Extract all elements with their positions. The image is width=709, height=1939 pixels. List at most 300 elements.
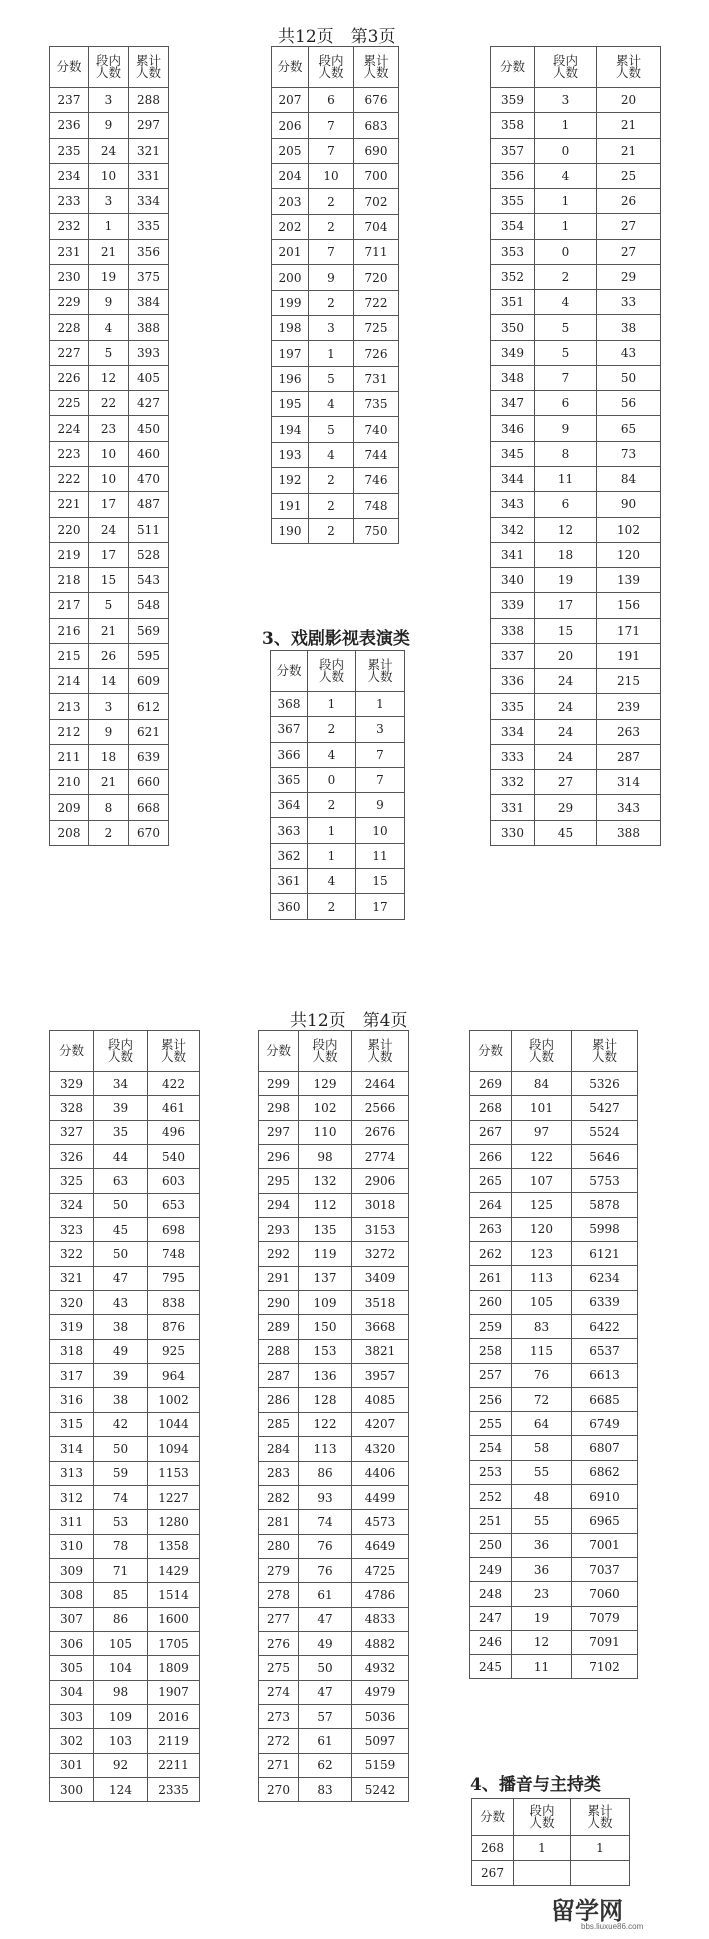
cell-cumulative-count: 744 xyxy=(354,442,399,467)
cell-score: 337 xyxy=(491,643,535,668)
cell-score: 317 xyxy=(50,1364,94,1388)
cell-segment-count: 50 xyxy=(94,1193,148,1217)
cell-cumulative-count: 735 xyxy=(354,392,399,417)
cell-segment-count: 85 xyxy=(94,1583,148,1607)
cell-cumulative-count: 9 xyxy=(356,793,405,818)
table-row xyxy=(271,767,405,792)
cell-score: 358 xyxy=(491,113,535,138)
cell-score: 228 xyxy=(50,315,89,340)
cell-score: 362 xyxy=(271,843,308,868)
cell-cumulative-count: 683 xyxy=(354,113,399,138)
cell-score: 216 xyxy=(50,618,89,643)
table-row xyxy=(259,1096,409,1120)
cell-segment-count: 83 xyxy=(512,1314,572,1338)
table-row xyxy=(259,1777,409,1801)
table-row xyxy=(259,1120,409,1144)
table-row xyxy=(491,163,661,188)
table-row xyxy=(259,1388,409,1412)
header-cumulative-count: 累计 人数 xyxy=(129,47,169,88)
cell-cumulative-count: 740 xyxy=(354,417,399,442)
table-row xyxy=(50,264,169,289)
cell-score: 265 xyxy=(470,1169,512,1193)
header-score: 分数 xyxy=(470,1031,512,1072)
cell-cumulative-count: 2906 xyxy=(352,1169,409,1193)
cell-cumulative-count: 1809 xyxy=(148,1656,200,1680)
cell-segment-count: 39 xyxy=(94,1364,148,1388)
cell-segment-count: 123 xyxy=(512,1242,572,1266)
table-row xyxy=(491,189,661,214)
cell-score: 232 xyxy=(50,214,89,239)
cell-segment-count: 17 xyxy=(89,492,129,517)
cell-segment-count: 74 xyxy=(299,1510,352,1534)
cell-score: 356 xyxy=(491,163,535,188)
cell-score: 267 xyxy=(472,1861,514,1886)
cell-cumulative-count: 750 xyxy=(354,518,399,543)
table-row xyxy=(470,1120,638,1144)
cell-segment-count: 50 xyxy=(299,1656,352,1680)
cell-cumulative-count: 6339 xyxy=(572,1290,638,1314)
cell-cumulative-count: 461 xyxy=(148,1096,200,1120)
table-row xyxy=(271,869,405,894)
cell-segment-count: 11 xyxy=(535,466,597,491)
cell-cumulative-count: 2774 xyxy=(352,1145,409,1169)
cell-segment-count: 45 xyxy=(94,1218,148,1242)
cell-segment-count: 119 xyxy=(299,1242,352,1266)
cell-segment-count: 115 xyxy=(512,1339,572,1363)
cell-score: 320 xyxy=(50,1291,94,1315)
cell-segment-count: 9 xyxy=(89,719,129,744)
cell-score: 275 xyxy=(259,1656,299,1680)
table-row xyxy=(491,618,661,643)
cell-score: 329 xyxy=(50,1072,94,1096)
cell-score: 282 xyxy=(259,1485,299,1509)
table-row xyxy=(259,1193,409,1217)
table-row xyxy=(491,391,661,416)
cell-score: 309 xyxy=(50,1558,94,1582)
cell-cumulative-count: 795 xyxy=(148,1266,200,1290)
table-row xyxy=(470,1557,638,1581)
cell-segment-count: 22 xyxy=(89,391,129,416)
cell-score: 350 xyxy=(491,315,535,340)
cell-cumulative-count: 5524 xyxy=(572,1120,638,1144)
table-row xyxy=(272,341,399,366)
table-row xyxy=(50,618,169,643)
cell-segment-count: 76 xyxy=(512,1363,572,1387)
svg-text:bbs.liuxue86.com: bbs.liuxue86.com xyxy=(581,1922,644,1931)
table-row xyxy=(50,593,169,618)
cell-score: 248 xyxy=(470,1582,512,1606)
table-header-row xyxy=(50,1031,200,1072)
cell-segment-count: 4 xyxy=(89,315,129,340)
cell-segment-count: 7 xyxy=(309,240,354,265)
table-row xyxy=(271,793,405,818)
cell-segment-count: 76 xyxy=(299,1558,352,1582)
cell-cumulative-count: 405 xyxy=(129,365,169,390)
cell-segment-count: 86 xyxy=(299,1461,352,1485)
table-row xyxy=(271,843,405,868)
cell-score: 311 xyxy=(50,1510,94,1534)
cell-score: 231 xyxy=(50,239,89,264)
table-row xyxy=(470,1485,638,1509)
cell-cumulative-count: 263 xyxy=(597,719,661,744)
cell-score: 340 xyxy=(491,568,535,593)
cell-segment-count: 103 xyxy=(94,1729,148,1753)
cell-score: 349 xyxy=(491,340,535,365)
table-row xyxy=(259,1558,409,1582)
table-row xyxy=(50,391,169,416)
cell-cumulative-count: 33 xyxy=(597,290,661,315)
table-row xyxy=(491,88,661,113)
cell-score: 207 xyxy=(272,88,309,113)
cell-score: 210 xyxy=(50,770,89,795)
cell-cumulative-count: 239 xyxy=(597,694,661,719)
cell-score: 304 xyxy=(50,1680,94,1704)
cell-score: 293 xyxy=(259,1218,299,1242)
table-row xyxy=(50,1729,200,1753)
cell-cumulative-count: 5159 xyxy=(352,1753,409,1777)
cell-segment-count: 9 xyxy=(89,290,129,315)
table-row xyxy=(259,1607,409,1631)
cell-segment-count: 19 xyxy=(89,264,129,289)
cell-score: 353 xyxy=(491,239,535,264)
cell-segment-count: 24 xyxy=(535,719,597,744)
table-row xyxy=(470,1387,638,1411)
cell-score: 299 xyxy=(259,1072,299,1096)
table-row xyxy=(272,518,399,543)
cell-cumulative-count: 4649 xyxy=(352,1534,409,1558)
cell-cumulative-count: 621 xyxy=(129,719,169,744)
cell-cumulative-count: 120 xyxy=(597,542,661,567)
table-row xyxy=(50,340,169,365)
table-header-row xyxy=(50,47,169,88)
cell-segment-count: 2 xyxy=(89,820,129,845)
cell-segment-count: 1 xyxy=(535,189,597,214)
cell-score: 315 xyxy=(50,1412,94,1436)
cell-cumulative-count: 90 xyxy=(597,492,661,517)
cell-cumulative-count: 288 xyxy=(129,88,169,113)
cell-cumulative-count: 5998 xyxy=(572,1217,638,1241)
cell-score: 219 xyxy=(50,542,89,567)
table-row xyxy=(50,1680,200,1704)
cell-cumulative-count: 6537 xyxy=(572,1339,638,1363)
cell-cumulative-count: 639 xyxy=(129,744,169,769)
header-cumulative-count: 累计 人数 xyxy=(571,1799,630,1836)
p4-table-b xyxy=(258,1030,409,1802)
header-cumulative-count: 累计 人数 xyxy=(352,1031,409,1072)
cell-score: 237 xyxy=(50,88,89,113)
cell-segment-count: 4 xyxy=(309,442,354,467)
cell-score: 220 xyxy=(50,517,89,542)
cell-score: 348 xyxy=(491,365,535,390)
cell-score: 274 xyxy=(259,1680,299,1704)
cell-cumulative-count: 670 xyxy=(129,820,169,845)
table-row xyxy=(470,1533,638,1557)
cell-cumulative-count: 4882 xyxy=(352,1631,409,1655)
cell-segment-count: 8 xyxy=(89,795,129,820)
table-header-row xyxy=(271,651,405,692)
cell-cumulative-count: 612 xyxy=(129,694,169,719)
section-title-broadcast: 4、播音与主持类 xyxy=(470,1775,601,1795)
table-row xyxy=(259,1631,409,1655)
cell-segment-count: 1 xyxy=(308,843,356,868)
table-row xyxy=(272,265,399,290)
cell-segment-count: 11 xyxy=(512,1655,572,1679)
cell-score: 344 xyxy=(491,466,535,491)
cell-score: 338 xyxy=(491,618,535,643)
cell-cumulative-count: 297 xyxy=(129,113,169,138)
cell-segment-count: 58 xyxy=(512,1436,572,1460)
cell-score: 300 xyxy=(50,1777,94,1801)
cell-score: 262 xyxy=(470,1242,512,1266)
cell-score: 331 xyxy=(491,795,535,820)
cell-score: 332 xyxy=(491,770,535,795)
cell-score: 192 xyxy=(272,468,309,493)
p3-table-a xyxy=(49,46,169,846)
table-row xyxy=(50,1096,200,1120)
cell-score: 314 xyxy=(50,1437,94,1461)
cell-cumulative-count: 4320 xyxy=(352,1437,409,1461)
cell-cumulative-count: 27 xyxy=(597,214,661,239)
cell-score: 351 xyxy=(491,290,535,315)
table-row xyxy=(50,441,169,466)
cell-cumulative-count: 496 xyxy=(148,1120,200,1144)
cell-cumulative-count: 5427 xyxy=(572,1096,638,1120)
cell-cumulative-count: 660 xyxy=(129,770,169,795)
cell-segment-count: 15 xyxy=(535,618,597,643)
cell-cumulative-count: 1002 xyxy=(148,1388,200,1412)
table-row xyxy=(50,315,169,340)
table-row xyxy=(491,340,661,365)
cell-segment-count: 12 xyxy=(535,517,597,542)
cell-segment-count: 2 xyxy=(309,189,354,214)
cell-cumulative-count: 725 xyxy=(354,316,399,341)
cell-cumulative-count: 3153 xyxy=(352,1218,409,1242)
cell-segment-count: 109 xyxy=(299,1291,352,1315)
cell-score: 258 xyxy=(470,1339,512,1363)
cell-score: 345 xyxy=(491,441,535,466)
header-cumulative-count: 累计 人数 xyxy=(354,47,399,88)
cell-cumulative-count: 511 xyxy=(129,517,169,542)
table-row xyxy=(50,770,169,795)
cell-cumulative-count: 528 xyxy=(129,542,169,567)
cell-cumulative-count: 876 xyxy=(148,1315,200,1339)
cell-score: 194 xyxy=(272,417,309,442)
header-score: 分数 xyxy=(50,1031,94,1072)
cell-cumulative-count: 102 xyxy=(597,517,661,542)
cell-score: 259 xyxy=(470,1314,512,1338)
cell-segment-count: 109 xyxy=(94,1704,148,1728)
table-row xyxy=(470,1169,638,1193)
cell-segment-count: 18 xyxy=(535,542,597,567)
cell-score: 247 xyxy=(470,1606,512,1630)
table-row xyxy=(491,643,661,668)
cell-score: 213 xyxy=(50,694,89,719)
cell-cumulative-count: 73 xyxy=(597,441,661,466)
table-row xyxy=(491,315,661,340)
cell-cumulative-count: 3272 xyxy=(352,1242,409,1266)
cell-score: 271 xyxy=(259,1753,299,1777)
cell-cumulative-count: 487 xyxy=(129,492,169,517)
cell-segment-count: 12 xyxy=(89,365,129,390)
cell-score: 212 xyxy=(50,719,89,744)
cell-segment-count: 105 xyxy=(94,1631,148,1655)
cell-segment-count: 76 xyxy=(299,1534,352,1558)
cell-segment-count: 12 xyxy=(512,1630,572,1654)
cell-segment-count: 10 xyxy=(309,164,354,189)
cell-segment-count: 4 xyxy=(308,742,356,767)
table-row xyxy=(259,1437,409,1461)
table-row xyxy=(470,1144,638,1168)
header-segment-count: 段内 人数 xyxy=(535,47,597,88)
table-row xyxy=(272,189,399,214)
cell-score: 250 xyxy=(470,1533,512,1557)
cell-score: 204 xyxy=(272,164,309,189)
cell-segment-count: 122 xyxy=(299,1412,352,1436)
cell-cumulative-count: 4085 xyxy=(352,1388,409,1412)
cell-score: 363 xyxy=(271,818,308,843)
cell-cumulative-count: 5242 xyxy=(352,1777,409,1801)
cell-score: 364 xyxy=(271,793,308,818)
table-row xyxy=(50,1583,200,1607)
cell-score: 253 xyxy=(470,1460,512,1484)
header-segment-count: 段内 人数 xyxy=(299,1031,352,1072)
cell-score: 235 xyxy=(50,138,89,163)
table-row xyxy=(491,466,661,491)
table-row xyxy=(50,1145,200,1169)
cell-segment-count xyxy=(514,1861,571,1886)
table-row xyxy=(470,1412,638,1436)
cell-cumulative-count: 84 xyxy=(597,466,661,491)
cell-score: 190 xyxy=(272,518,309,543)
cell-score: 195 xyxy=(272,392,309,417)
cell-cumulative-count: 540 xyxy=(148,1145,200,1169)
cell-cumulative-count: 4499 xyxy=(352,1485,409,1509)
cell-score: 222 xyxy=(50,466,89,491)
table-row xyxy=(259,1412,409,1436)
table-row xyxy=(472,1861,630,1886)
table-row xyxy=(491,694,661,719)
cell-segment-count: 24 xyxy=(535,744,597,769)
cell-score: 330 xyxy=(491,820,535,845)
table-row xyxy=(259,1461,409,1485)
cell-segment-count: 1 xyxy=(308,818,356,843)
cell-segment-count: 61 xyxy=(299,1729,352,1753)
cell-segment-count: 0 xyxy=(535,138,597,163)
cell-score: 318 xyxy=(50,1339,94,1363)
table-row xyxy=(491,290,661,315)
header-cumulative-count: 累计 人数 xyxy=(572,1031,638,1072)
table-row xyxy=(259,1218,409,1242)
table-row xyxy=(491,416,661,441)
cell-segment-count: 72 xyxy=(512,1387,572,1411)
cell-cumulative-count: 27 xyxy=(597,239,661,264)
cell-cumulative-count: 6910 xyxy=(572,1485,638,1509)
cell-score: 346 xyxy=(491,416,535,441)
cell-score: 295 xyxy=(259,1169,299,1193)
cell-cumulative-count: 470 xyxy=(129,466,169,491)
cell-segment-count: 135 xyxy=(299,1218,352,1242)
table-row xyxy=(259,1729,409,1753)
table-row xyxy=(491,517,661,542)
cell-segment-count: 35 xyxy=(94,1120,148,1144)
cell-cumulative-count: 838 xyxy=(148,1291,200,1315)
table-row xyxy=(272,88,399,113)
table-row xyxy=(259,1485,409,1509)
cell-score: 343 xyxy=(491,492,535,517)
cell-segment-count: 120 xyxy=(512,1217,572,1241)
cell-segment-count: 2 xyxy=(535,264,597,289)
cell-segment-count: 0 xyxy=(308,767,356,792)
cell-cumulative-count: 10 xyxy=(356,818,405,843)
table-row xyxy=(491,795,661,820)
table-row xyxy=(271,692,405,717)
cell-cumulative-count: 427 xyxy=(129,391,169,416)
cell-segment-count: 9 xyxy=(535,416,597,441)
cell-score: 260 xyxy=(470,1290,512,1314)
table-row xyxy=(491,365,661,390)
header-score: 分数 xyxy=(50,47,89,88)
cell-segment-count: 24 xyxy=(89,138,129,163)
table-row xyxy=(50,568,169,593)
table-row xyxy=(259,1339,409,1363)
table-row xyxy=(50,1461,200,1485)
cell-score: 368 xyxy=(271,692,308,717)
cell-cumulative-count: 171 xyxy=(597,618,661,643)
table-row xyxy=(50,492,169,517)
table-row xyxy=(50,1777,200,1801)
table-row xyxy=(50,1753,200,1777)
cell-segment-count: 4 xyxy=(308,869,356,894)
table-row xyxy=(272,240,399,265)
cell-cumulative-count: 548 xyxy=(129,593,169,618)
table-row xyxy=(50,1534,200,1558)
table-row xyxy=(470,1314,638,1338)
cell-score: 267 xyxy=(470,1120,512,1144)
table-row xyxy=(491,719,661,744)
header-segment-count: 段内 人数 xyxy=(89,47,129,88)
table-row xyxy=(470,1266,638,1290)
cell-score: 229 xyxy=(50,290,89,315)
table-row xyxy=(259,1583,409,1607)
cell-score: 266 xyxy=(470,1144,512,1168)
cell-segment-count: 7 xyxy=(309,113,354,138)
cell-score: 323 xyxy=(50,1218,94,1242)
cell-segment-count: 17 xyxy=(535,593,597,618)
table-row xyxy=(272,493,399,518)
table-row xyxy=(259,1704,409,1728)
cell-segment-count: 4 xyxy=(309,392,354,417)
cell-segment-count: 29 xyxy=(535,795,597,820)
cell-cumulative-count: 4932 xyxy=(352,1656,409,1680)
table-row xyxy=(50,820,169,845)
table-row xyxy=(272,417,399,442)
cell-cumulative-count: 595 xyxy=(129,643,169,668)
table-row xyxy=(50,1218,200,1242)
p3-table-b xyxy=(271,46,399,544)
cell-segment-count: 1 xyxy=(514,1836,571,1861)
cell-cumulative-count: 50 xyxy=(597,365,661,390)
svg-text:留学网: 留学网 xyxy=(551,1898,623,1925)
cell-segment-count: 20 xyxy=(535,643,597,668)
cell-score: 360 xyxy=(271,894,308,919)
cell-cumulative-count: 321 xyxy=(129,138,169,163)
table-row xyxy=(259,1534,409,1558)
cell-segment-count: 14 xyxy=(89,669,129,694)
cell-segment-count: 2 xyxy=(309,290,354,315)
cell-cumulative-count: 21 xyxy=(597,113,661,138)
cell-score: 269 xyxy=(470,1072,512,1096)
table-row xyxy=(259,1656,409,1680)
